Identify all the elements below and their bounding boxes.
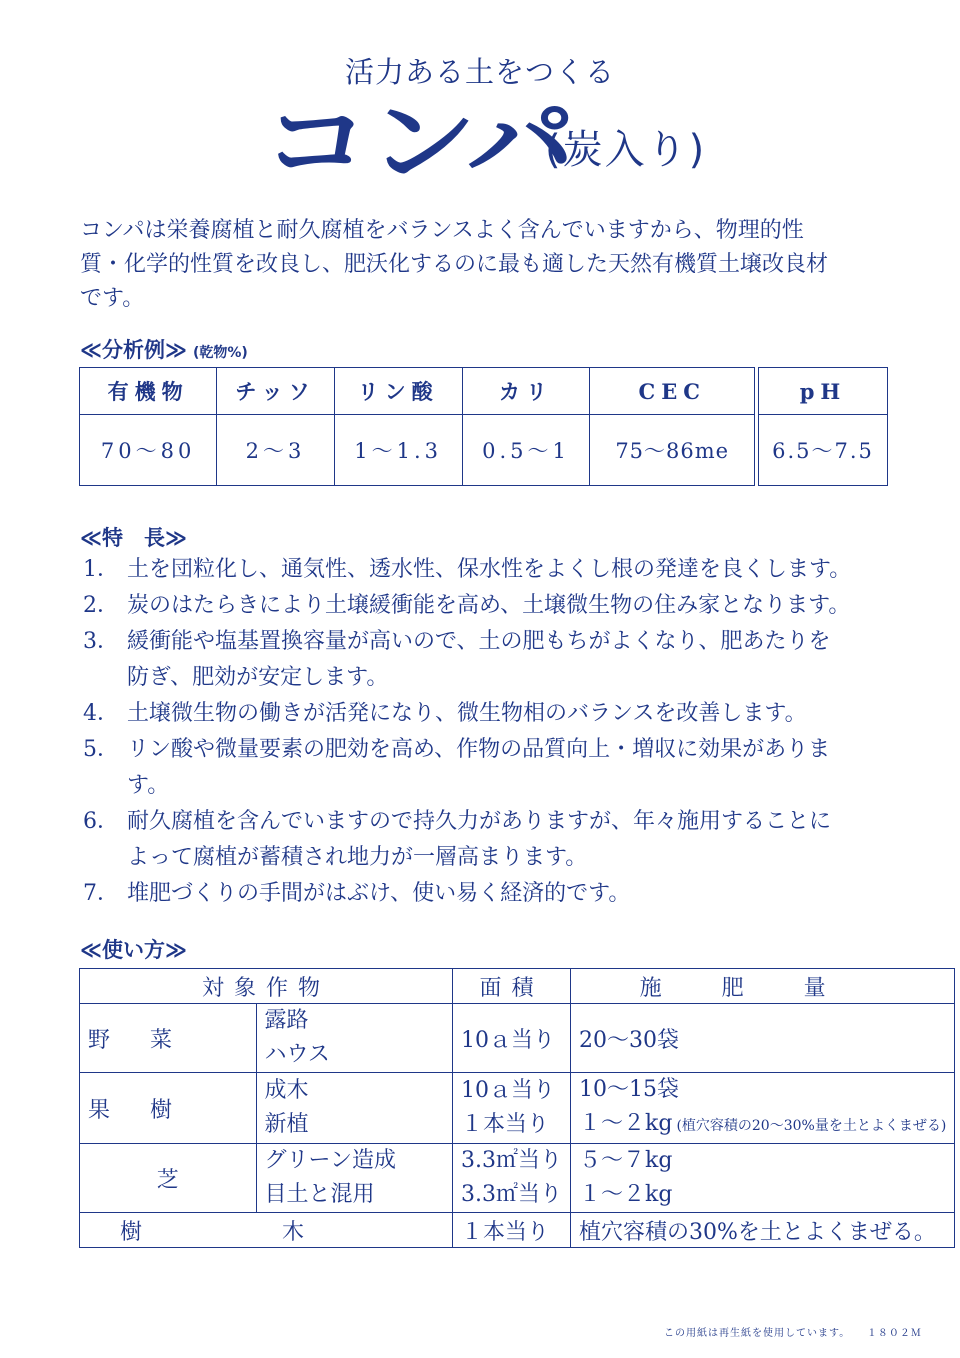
subtype-label: 露路	[264, 1008, 309, 1033]
intro-paragraph	[80, 214, 895, 316]
item-number: 4．	[83, 701, 119, 726]
amount-cell: ５～７kg １～２kg	[571, 1144, 955, 1213]
item-text: 炭のはたらきにより土壌緩衝能を高め、土壌微生物の住み家となります。	[127, 593, 851, 618]
features-heading: ≪特 長≫	[80, 526, 187, 550]
item-text: 土を団粒化し、通気性、透水性、保水性をよくし根の発達を良くします。	[127, 557, 852, 582]
analysis-value: 70～80	[80, 415, 217, 486]
item-text: す。	[127, 773, 170, 798]
list-item	[80, 696, 900, 732]
table-row	[80, 1073, 955, 1144]
analysis-table	[79, 367, 755, 486]
item-text: 土壌微生物の働きが活発になり、微生物相のバランスを改善します。	[127, 701, 807, 726]
subtype-label: グリーン造成	[264, 1148, 397, 1173]
subtype-label: 目土と混用	[264, 1182, 375, 1207]
usage-table	[79, 968, 955, 1248]
crop-subtypes	[256, 1073, 453, 1144]
amount-note: (植穴容積の20～30%量を土とよくまぜる)	[676, 1118, 947, 1134]
analysis-header: 有機物	[80, 368, 217, 415]
amount-cell: 20～30袋	[571, 1004, 955, 1073]
list-item	[80, 732, 900, 804]
crop-subtypes	[256, 1004, 453, 1073]
item-number: 5．	[83, 737, 119, 762]
analysis-heading	[80, 334, 248, 364]
area-cell: 10ａ当り	[453, 1004, 571, 1073]
analysis-title: ≪分析例≫	[80, 338, 187, 362]
list-item	[80, 876, 900, 912]
item-number: 6．	[83, 809, 119, 834]
crop-vegetables: 野菜	[80, 1004, 257, 1073]
item-number: 2．	[83, 593, 119, 618]
footer-note: この用紙は再生紙を使用しています。 １８０２Ｍ	[664, 1328, 922, 1339]
crop-fruit: 果樹	[80, 1073, 257, 1144]
footer-code: １８０２Ｍ	[866, 1328, 922, 1339]
analysis-header: CEC	[590, 368, 755, 415]
amount-cell: 10～15袋 １～２kg (植穴容積の20～30%量を土とよくまぜる)	[571, 1073, 955, 1144]
subtype-label: 新植	[264, 1112, 309, 1137]
tagline: 活力ある土をつくる	[344, 55, 615, 89]
brand-logo: コンパ	[262, 89, 574, 196]
item-text: 防ぎ、肥効が安定します。	[127, 665, 389, 690]
subtype-label: 成木	[264, 1078, 309, 1103]
ph-table	[758, 367, 888, 486]
features-list	[80, 552, 900, 912]
intro-line: コンパは栄養腐植と耐久腐植をバランスよく含んでいますから、物理的性	[80, 218, 804, 243]
usage-header-amount: 施肥量	[571, 969, 955, 1004]
table-row	[80, 1004, 955, 1073]
item-text: 緩衝能や塩基置換容量が高いので、土の肥もちがよくなり、肥あたりを	[127, 629, 831, 654]
analysis-value: 6.5～7.5	[759, 415, 888, 486]
analysis-header: チッソ	[217, 368, 334, 415]
table-row	[80, 1213, 955, 1248]
brand-subtitle: (炭入り)	[545, 127, 707, 173]
amount-cell: 植穴容積の30%を土とよくまぜる。	[571, 1213, 955, 1248]
area-cell: １本当り	[453, 1213, 571, 1248]
item-number: 3．	[83, 629, 119, 654]
area-cell: 3.3㎡当り 3.3㎡当り	[453, 1144, 571, 1213]
intro-line: です。	[80, 286, 145, 311]
item-text: リン酸や微量要素の肥効を高め、作物の品質向上・増収に効果がありま	[127, 737, 831, 762]
analysis-value: 1～1.3	[334, 415, 462, 486]
analysis-header: pH	[759, 368, 888, 415]
item-text: よって腐植が蓄積され地力が一層高まります。	[127, 845, 588, 870]
item-text: 堆肥づくりの手間がはぶけ、使い易く経済的です。	[127, 881, 631, 906]
item-text: 耐久腐植を含んでいますので持久力がありますが、年々施用することに	[127, 809, 832, 834]
intro-line: 質・化学的性質を改良し、肥沃化するのに最も適した天然有機質土壌改良材	[80, 252, 829, 277]
list-item	[80, 624, 900, 696]
item-number: 1．	[83, 557, 119, 582]
subtype-label: ハウス	[264, 1042, 330, 1067]
analysis-value: 0.5～1	[462, 415, 590, 486]
list-item	[80, 804, 900, 876]
crop-tree: 樹木	[80, 1213, 453, 1248]
analysis-header: カリ	[462, 368, 590, 415]
analysis-note: (乾物%)	[192, 345, 248, 361]
usage-header-crop: 対象作物	[80, 969, 453, 1004]
usage-heading: ≪使い方≫	[80, 938, 187, 962]
table-row	[80, 969, 955, 1004]
table-row	[80, 1144, 955, 1213]
list-item	[80, 588, 900, 624]
item-number: 7．	[83, 881, 119, 906]
usage-header-area: 面積	[453, 969, 571, 1004]
crop-subtypes	[256, 1144, 453, 1213]
crop-turf: 芝	[80, 1144, 257, 1213]
list-item	[80, 552, 900, 588]
analysis-value: 2～3	[217, 415, 334, 486]
analysis-value: 75～86me	[590, 415, 755, 486]
area-cell: 10ａ当り １本当り	[453, 1073, 571, 1144]
analysis-header: リン酸	[334, 368, 462, 415]
